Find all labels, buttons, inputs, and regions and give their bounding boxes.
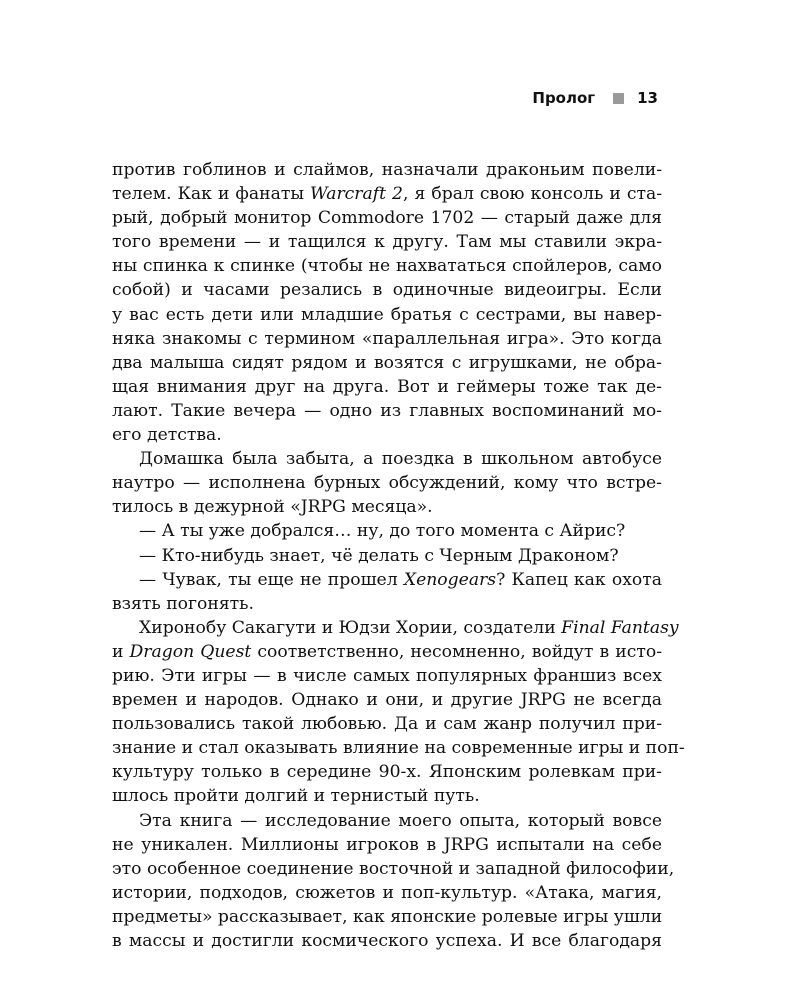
text-run: пользовались такой любовью. Да и сам жанр получил при- — [112, 714, 662, 735]
italic-title: Warcraft 2 — [310, 184, 403, 205]
text-run: и — [112, 641, 130, 662]
text-run: няка знакомы с термином «параллельная игра». Это когда — [112, 328, 662, 349]
text-line — [112, 471, 662, 495]
text-line — [112, 881, 662, 905]
text-run: два малыша сидят рядом и возятся с игрушками, не обра- — [112, 352, 662, 373]
text-line — [112, 158, 662, 182]
text-run: у вас есть дети или младшие братья с сестрами, вы навер- — [112, 304, 662, 325]
text-run: Домашка была забыта, а поездка в школьном автобусе — [139, 449, 662, 470]
text-line — [112, 616, 679, 640]
text-run: времен и народов. Однако и они, и другие JRPG не всегда — [112, 690, 662, 711]
text-run: предметы» рассказывает, как японские ролевые игры ушли — [112, 906, 663, 927]
text-run: — Кто-нибудь знает, чё делать с Черным Драконом? — [139, 545, 619, 566]
text-line — [112, 206, 662, 230]
text-run: , я брал свою консоль и ста- — [403, 184, 663, 205]
text-line — [112, 857, 675, 881]
page-number: 13 — [637, 89, 658, 107]
text-run: рый, добрый монитор Commodore 1702 — старый даже для — [112, 208, 662, 229]
text-run: того времени — и тащился к другу. Там мы ставили экра- — [112, 232, 662, 253]
text-run: тилось в дежурной «JRPG месяца». — [112, 497, 433, 518]
text-line — [112, 327, 662, 351]
text-run: лают. Такие вечера — одно из главных воспоминаний мо- — [112, 400, 662, 421]
text-run: в массы и достигли космического успеха. И все благодаря — [112, 931, 662, 951]
text-line — [112, 760, 662, 784]
text-run: это особенное соединение восточной и западной философии, — [112, 858, 675, 879]
text-run: против гоблинов и слаймов, назначали драконьим повели- — [112, 160, 662, 180]
text-run: — А ты уже добрался… ну, до того момента с Айрис? — [139, 521, 626, 542]
text-line — [112, 688, 662, 712]
separator-square-icon — [613, 93, 624, 104]
text-line — [112, 809, 662, 833]
text-run: наутро — исполнена бурных обсуждений, кому что встре- — [112, 473, 662, 494]
text-line — [112, 664, 662, 688]
text-line — [112, 905, 662, 929]
italic-title: Xenogears — [403, 569, 497, 590]
text-line — [112, 519, 662, 543]
text-run: культуру только в середине 90-х. Японским ролевкам при- — [112, 762, 662, 783]
text-line — [112, 254, 662, 278]
text-run: шлось пройти долгий и тернистый путь. — [112, 786, 480, 807]
running-head — [532, 89, 658, 107]
text-run: Эта книга — исследование моего опыта, который вовсе — [139, 810, 662, 831]
italic-title: Dragon Quest — [129, 641, 252, 662]
text-line — [112, 495, 662, 519]
text-line — [112, 303, 662, 327]
text-line — [112, 182, 662, 206]
text-run: Хиронобу Сакагути и Юдзи Хории, создатели — [139, 617, 562, 638]
text-run: истории, подходов, сюжетов и поп-культур. «Атака, магия, — [112, 882, 662, 903]
text-run: не уникален. Миллионы игроков в JRPG испытали на себе — [112, 834, 662, 855]
text-run: соответственно, несомненно, войдут в исто- — [251, 641, 662, 662]
text-run: ны спинка к спинке (чтобы не нахвататься спойлеров, само — [112, 256, 662, 277]
text-run: телем. Как и фанаты — [112, 184, 311, 205]
text-run: его детства. — [112, 425, 222, 446]
text-line — [112, 568, 662, 592]
text-line — [112, 351, 662, 375]
text-line — [112, 423, 662, 447]
text-run: рию. Эти игры — в числе самых популярных франшиз всех — [112, 665, 662, 686]
text-line — [112, 736, 685, 760]
text-line — [112, 640, 662, 664]
text-line — [112, 278, 662, 302]
text-line — [112, 929, 662, 953]
text-line — [112, 712, 662, 736]
text-line — [112, 447, 662, 471]
text-line — [112, 544, 662, 568]
italic-title: Final Fantasy — [561, 617, 679, 638]
text-line — [112, 592, 662, 616]
text-run: взять погонять. — [112, 593, 255, 614]
text-line — [112, 399, 662, 423]
text-line — [112, 833, 662, 857]
text-run: знание и стал оказывать влияние на современные игры и поп- — [112, 738, 685, 759]
body-text — [112, 158, 685, 953]
chapter-title: Пролог — [532, 89, 596, 107]
text-line — [112, 230, 662, 254]
text-line — [112, 784, 662, 808]
text-line — [112, 375, 662, 399]
text-run: ? Капец как охота — [496, 569, 662, 590]
text-run: щая внимания друг на друга. Вот и геймеры тоже так де- — [112, 376, 662, 397]
text-run: собой) и часами резались в одиночные видеоигры. Если — [112, 280, 662, 301]
text-run: — Чувак, ты еще не прошел — [139, 569, 404, 590]
